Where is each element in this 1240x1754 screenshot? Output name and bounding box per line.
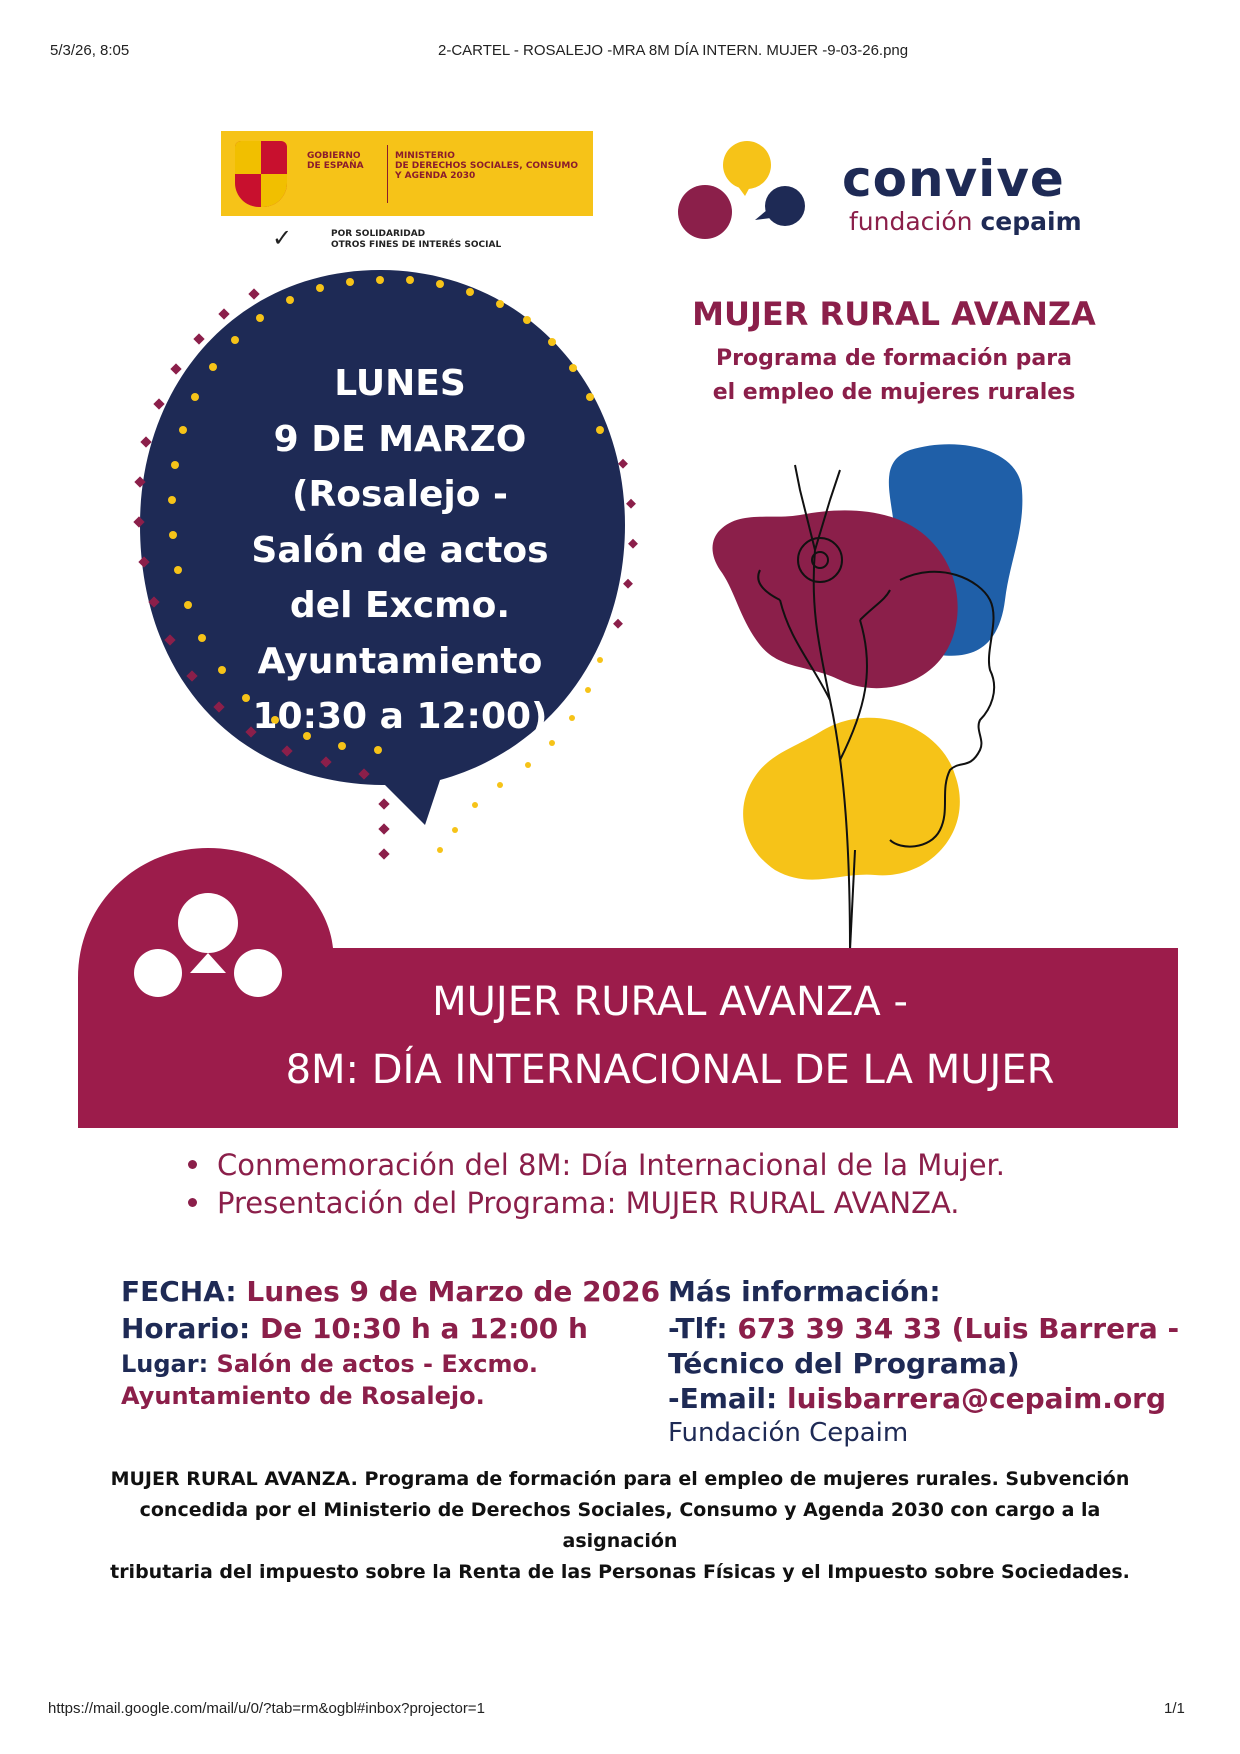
list-item: Conmemoración del 8M: Día Internacional de la Mujer. xyxy=(188,1146,1148,1184)
organization-name: Fundación Cepaim xyxy=(668,1418,909,1448)
print-filename: 2-CARTEL - ROSALEJO -MRA 8M DÍA INTERN. MUJER -9-03-26.png xyxy=(438,42,909,59)
horario-line: Horario: De 10:30 h a 12:00 h xyxy=(121,1312,588,1345)
gov-logo-text: GOBIERNO DE ESPAÑA xyxy=(307,151,364,171)
solidarity-text: POR SOLIDARIDAD OTROS FINES DE INTERÉS SOCIAL xyxy=(331,229,502,250)
agenda-list xyxy=(188,1146,1148,1222)
lugar-line-2: Ayuntamiento de Rosalejo. xyxy=(121,1382,485,1410)
email-link[interactable]: luisbarrera@cepaim.org xyxy=(786,1382,1167,1415)
checkmark-icon: ✓ xyxy=(272,224,293,252)
ministry-text: MINISTERIO DE DERECHOS SOCIALES, CONSUMO Y AGENDA 2030 xyxy=(395,151,579,181)
print-datetime: 5/3/26, 8:05 xyxy=(50,42,130,59)
funding-note: MUJER RURAL AVANZA. Programa de formación para el empleo de mujeres rurales. Subvención concedida por el Ministerio de Derechos Sociales, Consumo y Agenda 2030 con cargo a la asignación tributaria del impuesto sobre la Renta de las Personas Físicas y el Impuesto sobre Sociedades. xyxy=(110,1468,1130,1583)
convive-wordmark: convive xyxy=(842,150,1065,208)
print-url: https://mail.google.com/mail/u/0/?tab=rm&ogbl#inbox?projector=1 xyxy=(48,1700,485,1717)
print-page-number: 1/1 xyxy=(1164,1700,1185,1717)
coat-of-arms-icon xyxy=(235,141,287,207)
event-date-place: LUNES 9 DE MARZO (Rosalejo - Salón de actos del Excmo. Ayuntamiento 10:30 a 12:00) xyxy=(251,363,549,737)
banner-title: MUJER RURAL AVANZA - 8M: DÍA INTERNACIONAL DE LA MUJER xyxy=(285,979,1055,1093)
lugar-line: Lugar: Salón de actos - Excmo. xyxy=(121,1350,539,1378)
fundacion-cepaim-wordmark: fundación cepaim xyxy=(849,207,1082,236)
gobierno-espana-logo xyxy=(221,131,593,216)
phone-role: Técnico del Programa) xyxy=(668,1347,1020,1380)
contact-heading: Más información: xyxy=(668,1275,941,1308)
phone-line: -Tlf: 673 39 34 33 (Luis Barrera - xyxy=(668,1312,1180,1345)
convive-dots-icon xyxy=(675,140,815,245)
email-line: -Email: luisbarrera@cepaim.org xyxy=(668,1382,1167,1415)
program-title: MUJER RURAL AVANZA xyxy=(692,295,1096,333)
program-subtitle: Programa de formación para el empleo de mujeres rurales xyxy=(712,346,1076,405)
fecha-line: FECHA: Lunes 9 de Marzo de 2026 xyxy=(121,1275,661,1308)
list-item: Presentación del Programa: MUJER RURAL AVANZA. xyxy=(188,1184,1148,1222)
